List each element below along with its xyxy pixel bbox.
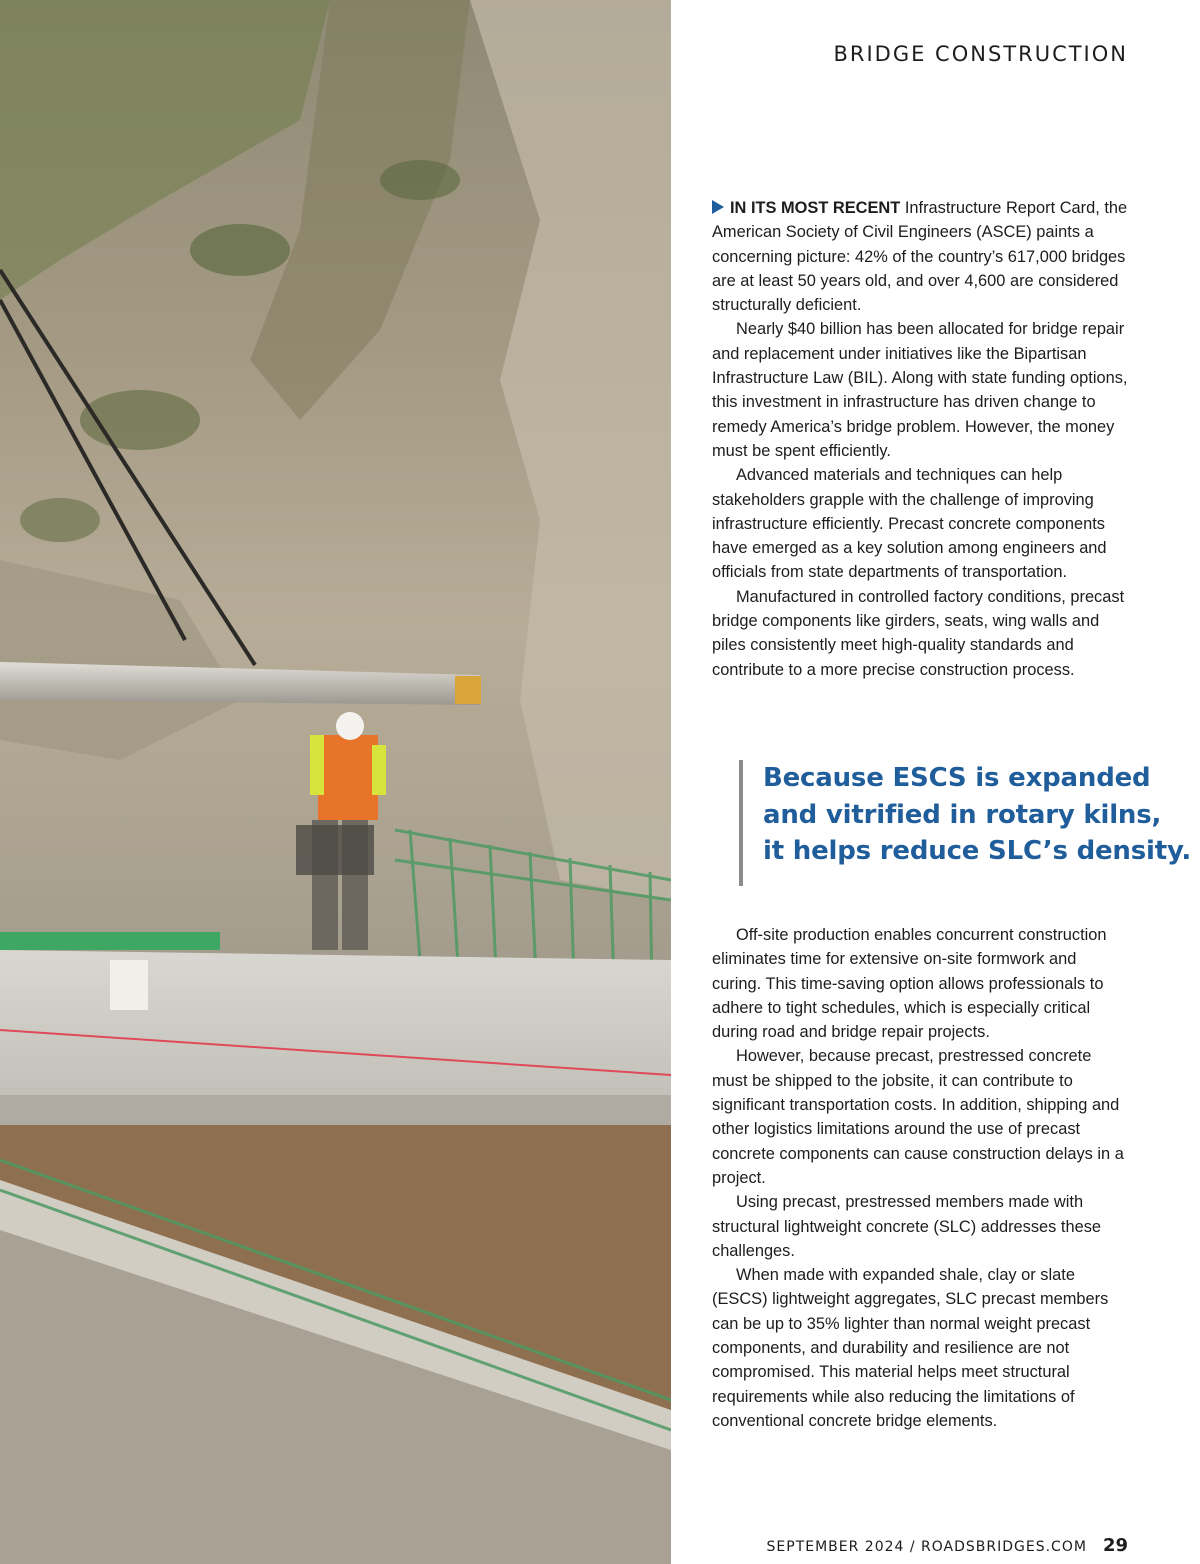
lead-in-text: IN ITS MOST RECENT — [730, 199, 901, 217]
section-header: BRIDGE CONSTRUCTION — [833, 42, 1128, 66]
article-column-top — [712, 196, 1130, 682]
article-paragraph: When made with expanded shale, clay or slate (ESCS) lightweight aggregates, SLC precast members can be up to 35% lighter than normal weight precast components, and durability and resilience are not compromised. This material helps meet structural requirements while also reducing the limitations of conventional concrete bridge elements. — [712, 1266, 1109, 1430]
paragraph-text: Infrastructure Report Card, the American Society of Civil Engineers (ASCE) paints a concerning picture: 42% of the country’s 617,000 bridges are at least 50 years old, and over 4,600 are considered structurally deficient. — [712, 199, 1128, 315]
article-paragraph: Using precast, prestressed members made with structural lightweight concrete (SLC) addresses these challenges. — [712, 1193, 1102, 1260]
pull-quote-line: and vitrified in rotary kilns, — [763, 799, 1162, 830]
article-paragraph: Advanced materials and techniques can help stakeholders grapple with the challenge of improving infrastructure efficiently. Precast concrete components have emerged as a key solution among engineers and officials from state departments of transportation. — [712, 466, 1107, 582]
page-footer — [767, 1535, 1128, 1556]
worker-figure — [296, 712, 386, 950]
article-paragraph: However, because precast, prestressed concrete must be shipped to the jobsite, it can contribute to significant transportation costs. In addition, shipping and other logistics limitations around the use of precast concrete components can cause construction delays in a project. — [712, 1047, 1124, 1187]
article-column-bottom — [712, 923, 1130, 1433]
article-paragraph: Off-site production enables concurrent construction eliminates time for extensive on-site formwork and curing. This time-saving option allows professionals to adhere to tight schedules, which is especially critical during road and bridge repair projects. — [712, 926, 1107, 1042]
triangle-bullet-icon — [712, 200, 724, 214]
article-paragraph — [712, 196, 1130, 317]
issue-info: SEPTEMBER 2024 / ROADSBRIDGES.COM — [766, 1539, 1087, 1555]
pull-quote — [739, 760, 1192, 886]
page-number: 29 — [1102, 1535, 1128, 1556]
pull-quote-line: it helps reduce SLC’s density. — [763, 836, 1192, 866]
article-paragraph: Nearly $40 billion has been allocated for bridge repair and replacement under initiatives like the Bipartisan Infrastructure Law (BIL). Along with state funding options, this investment in infrastructure has driven change to remedy America’s bridge problem. However, the money must be spent efficiently. — [712, 320, 1128, 460]
article-paragraph: Manufactured in controlled factory conditions, precast bridge components like girders, seats, wing walls and piles consistently meet high-quality standards and contribute to a more precise construction process. — [712, 587, 1125, 679]
pull-quote-line: Because ESCS is expanded — [763, 763, 1151, 793]
